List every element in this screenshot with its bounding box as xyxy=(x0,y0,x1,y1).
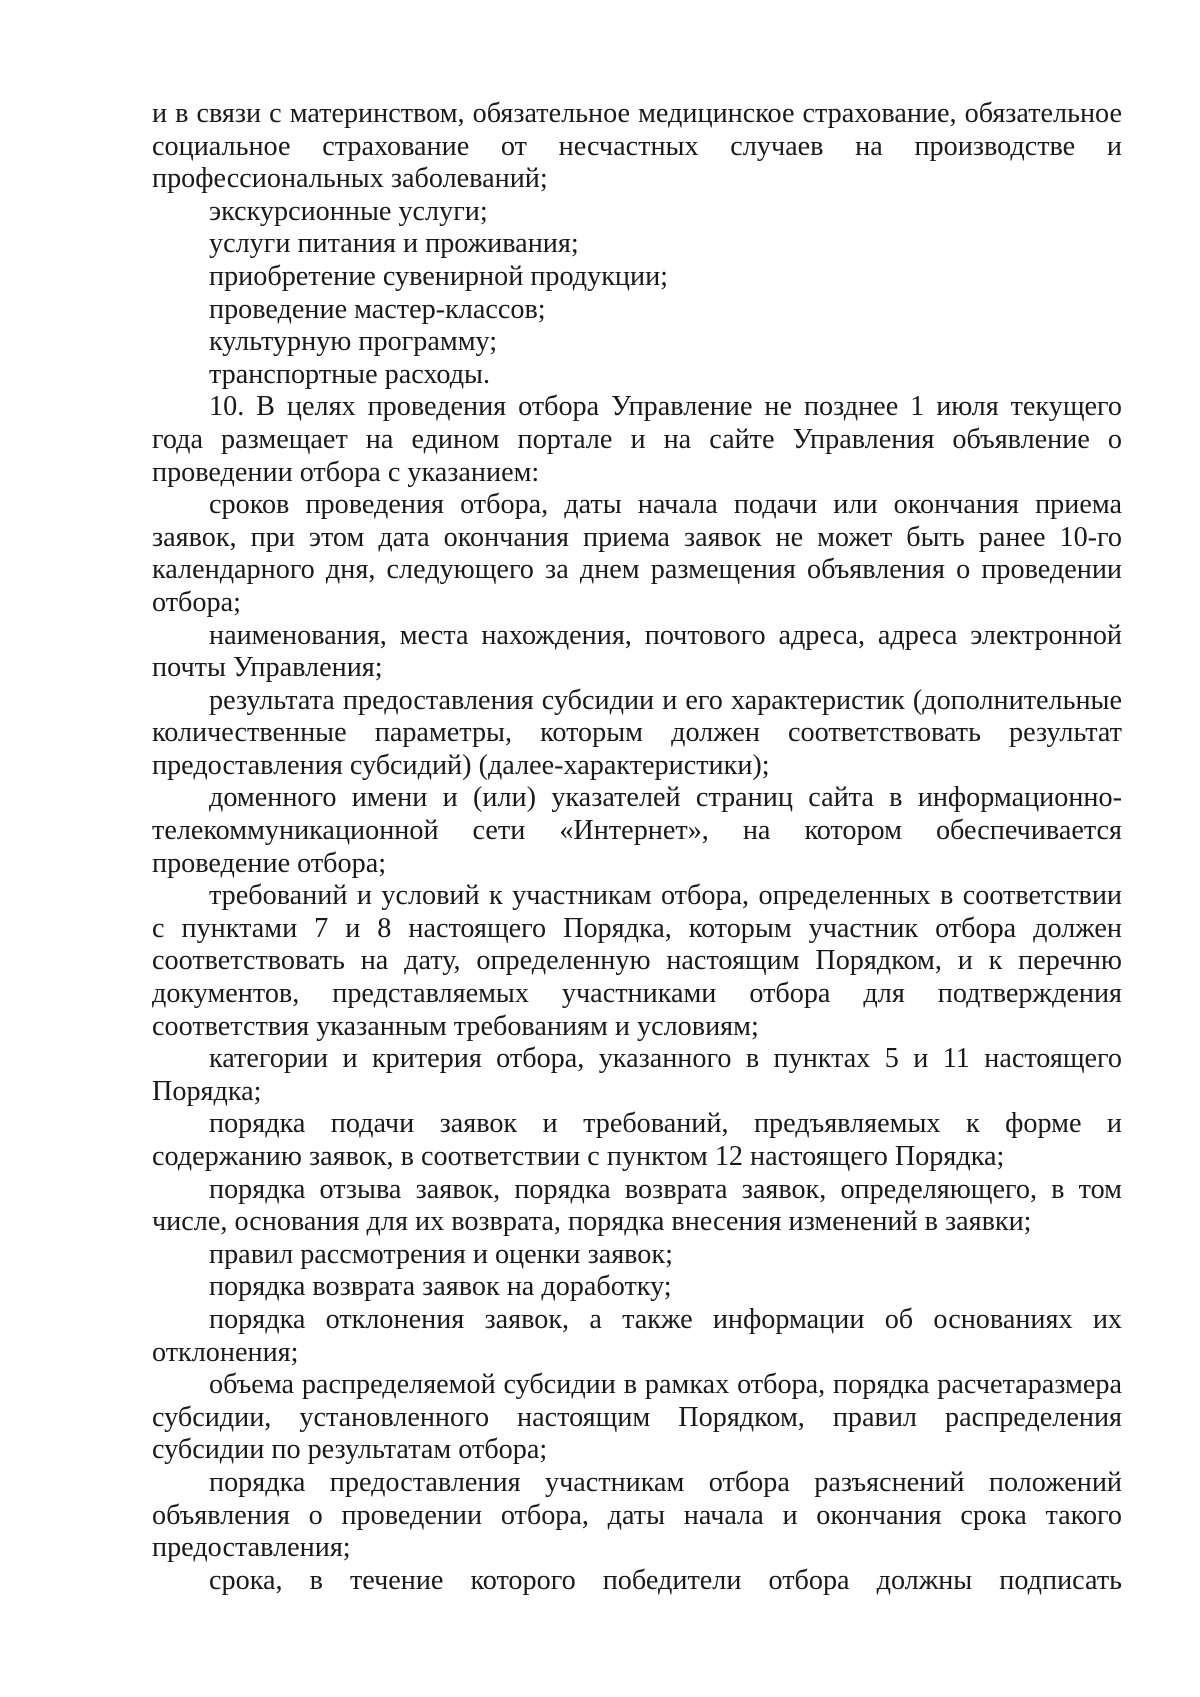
paragraph: срока, в течение которого победители отбора должны подписать xyxy=(209,1564,1122,1596)
paragraph: результата предоставления субсидии и его характеристик (дополнительные количественные параметры, которым должен соответствовать результат предоставления субсидий) (далее-характеристики); xyxy=(152,684,1122,781)
list-item: приобретение сувенирной продукции; xyxy=(209,260,668,292)
paragraph: порядка предоставления участникам отбора разъяснений положений объявления о проведении отбора, даты начала и окончания срока такого предоставления; xyxy=(152,1466,1122,1564)
paragraph: правил рассмотрения и оценки заявок; xyxy=(209,1238,673,1270)
paragraph: требований и условий к участникам отбора, определенных в соответствии с пунктами 7 и 8 настоящего Порядка, которым участник отбора должен соответствовать на дату, определенную настоящим Порядком, и к перечню документов, представляемых участниками отбора для подтверждения соответствия указанным требованиям и условиям; xyxy=(152,880,1122,1042)
document-page xyxy=(152,98,1122,1597)
section-paragraph-10: 10. В целях проведения отбора Управление не позднее 1 июля текущего года размещает на едином портале и на сайте Управления объявление о проведении отбора с указанием: xyxy=(152,391,1122,488)
list-item: проведение мастер-классов; xyxy=(209,293,546,325)
paragraph: сроков проведения отбора, даты начала подачи или окончания приема заявок, при этом дата окончания приема заявок не может быть ранее 10-го календарного дня, следующего за днем размещения объявления о проведении отбора; xyxy=(152,489,1122,618)
paragraph: доменного имени и (или) указателей страниц сайта в информационно-телекоммуникационной сети «Интернет», на котором обеспечивается проведение отбора; xyxy=(152,782,1122,879)
list-item: экскурсионные услуги; xyxy=(209,195,488,227)
paragraph: порядка отклонения заявок, а также информации об основаниях их отклонения; xyxy=(152,1303,1122,1368)
paragraph: и в связи с материнством, обязательное медицинское страхование, обязательное социальное страхование от несчастных случаев на производстве и профессиональных заболеваний; xyxy=(152,98,1122,195)
paragraph: категории и критерия отбора, указанного в пунктах 5 и 11 настоящего Порядка; xyxy=(152,1043,1122,1107)
list-item: услуги питания и проживания; xyxy=(209,228,579,260)
paragraph: порядка возврата заявок на доработку; xyxy=(209,1271,672,1303)
paragraph: порядка отзыва заявок, порядка возврата заявок, определяющего, в том числе, основания для их возврата, порядка внесения изменений в заявки; xyxy=(152,1173,1122,1238)
paragraph: порядка подачи заявок и требований, предъявляемых к форме и содержанию заявок, в соответствии с пунктом 12 настоящего Порядка; xyxy=(152,1108,1122,1172)
paragraph: наименования, места нахождения, почтового адреса, адреса электронной почты Управления; xyxy=(152,619,1122,684)
list-item: транспортные расходы. xyxy=(209,358,491,390)
paragraph: объема распределяемой субсидии в рамках отбора, порядка расчетаразмера субсидии, установленного настоящим Порядком, правил распределения субсидии по результатам отбора; xyxy=(152,1369,1122,1466)
list-item: культурную программу; xyxy=(209,326,498,358)
